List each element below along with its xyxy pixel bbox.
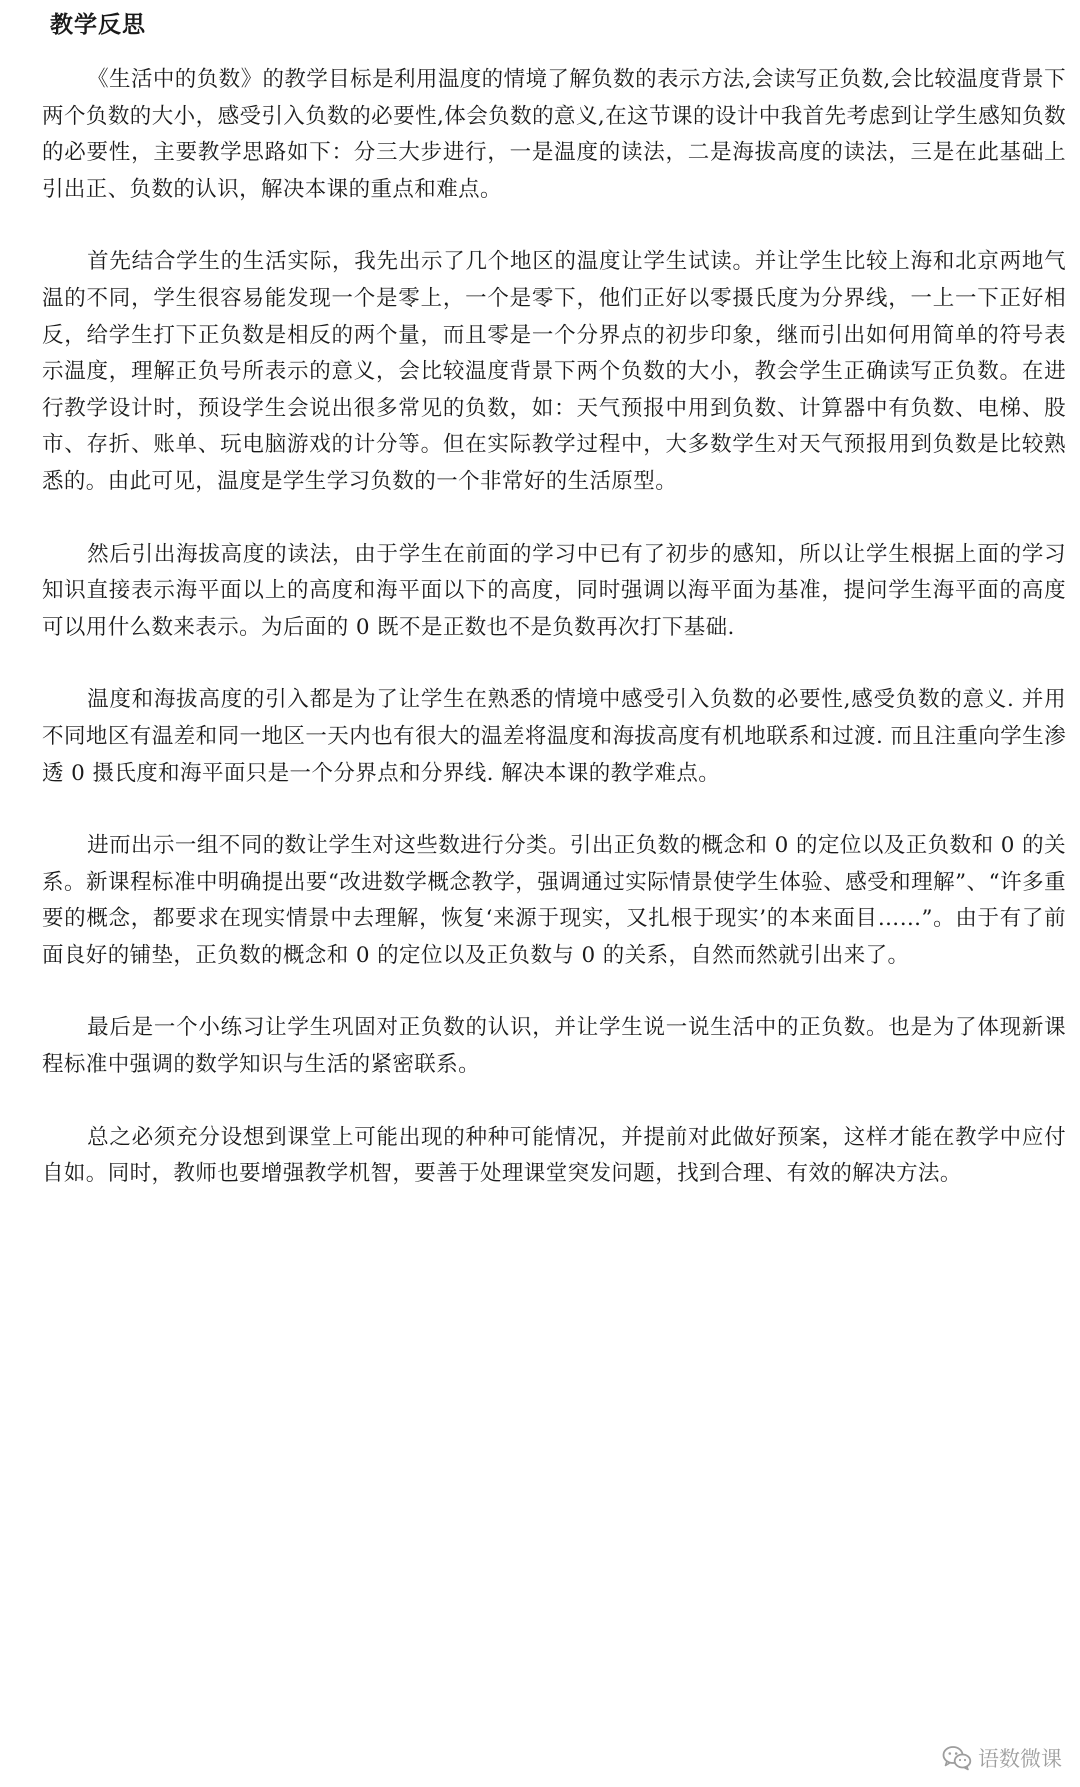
paragraph-4: 温度和海拔高度的引入都是为了让学生在熟悉的情境中感受引入负数的必要性,感受负数的意义. 并用不同地区有温差和同一地区一天内也有很大的温差将温度和海拔高度有机地联系和过渡. 而且注重向学生渗透 0 摄氏度和海平面只是一个分界点和分界线. 解决本课的教学难点。 <box>42 687 1066 786</box>
wechat-icon <box>942 1745 972 1771</box>
watermark <box>942 1743 1062 1773</box>
watermark-text: 语数微课 <box>978 1747 1062 1771</box>
paragraph-1: 《生活中的负数》的教学目标是利用温度的情境了解负数的表示方法,会读写正负数,会比较温度背景下两个负数的大小，感受引入负数的必要性,体会负数的意义,在这节课的设计中我首先考虑到让学生感知负数的必要性，主要教学思路如下：分三大步进行，一是温度的读法，二是海拔高度的读法，三是在此基础上引出正、负数的认识，解决本课的重点和难点。 <box>42 67 1066 202</box>
paragraph-2: 首先结合学生的生活实际，我先出示了几个地区的温度让学生试读。并让学生比较上海和北京两地气温的不同，学生很容易能发现一个是零上，一个是零下，他们正好以零摄氏度为分界线，一上一下正好相反，给学生打下正负数是相反的两个量，而且零是一个分界点的初步印象，继而引出如何用简单的符号表示温度，理解正负号所表示的意义，会比较温度背景下两个负数的大小，教会学生正确读写正负数。在进行教学设计时，预设学生会说出很多常见的负数，如：天气预报中用到负数、计算器中有负数、电梯、股市、存折、账单、玩电脑游戏的计分等。但在实际教学过程中，大多数学生对天气预报用到负数是比较熟悉的。由此可见，温度是学生学习负数的一个非常好的生活原型。 <box>42 249 1066 494</box>
paragraph-3: 然后引出海拔高度的读法，由于学生在前面的学习中已有了初步的感知，所以让学生根据上面的学习知识直接表示海平面以上的高度和海平面以下的高度，同时强调以海平面为基准，提问学生海平面的高度可以用什么数来表示。为后面的 0 既不是正数也不是负数再次打下基础. <box>42 541 1066 640</box>
paragraph-7: 总之必须充分设想到课堂上可能出现的种种可能情况，并提前对此做好预案，这样才能在教学中应付自如。同时，教师也要增强教学机智，要善于处理课堂突发问题，找到合理、有效的解决方法。 <box>42 1124 1066 1187</box>
document-title: 教学反思 <box>50 11 146 38</box>
paragraph-6: 最后是一个小练习让学生巩固对正负数的认识，并让学生说一说生活中的正负数。也是为了体现新课程标准中强调的数学知识与生活的紧密联系。 <box>42 1015 1066 1078</box>
paragraph-5: 进而出示一组不同的数让学生对这些数进行分类。引出正负数的概念和 0 的定位以及正负数和 0 的关系。新课程标准中明确提出要“改进数学概念教学，强调通过实际情景使学生体验、感受和理解”、“许多重要的概念，都要求在现实情景中去理解，恢复‘来源于现实，又扎根于现实’的本来面目……”。由于有了前面良好的铺垫，正负数的概念和 0 的定位以及正负数与 0 的关系，自然而然就引出来了。 <box>42 833 1066 968</box>
